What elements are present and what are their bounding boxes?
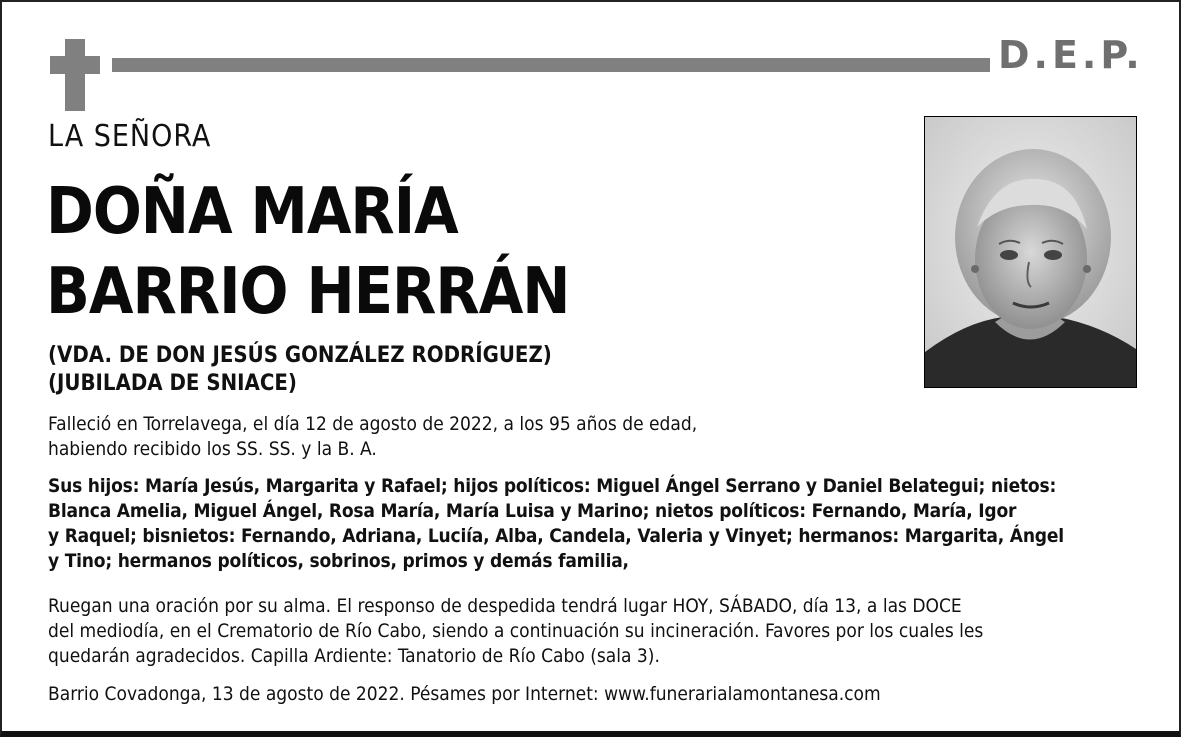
- subtitle-line: (VDA. DE DON JESÚS GONZÁLEZ RODRÍGUEZ): [48, 343, 552, 368]
- family-line: y Tino; hermanos políticos, sobrinos, primos y demás familia,: [48, 550, 629, 572]
- prayer-paragraph: [48, 594, 1138, 669]
- cross-horizontal-bar: [50, 56, 100, 74]
- death-line: habiendo recibido los SS. SS. y la B. A.: [48, 438, 377, 460]
- subtitle-line: (JUBILADA DE SNIACE): [48, 371, 297, 396]
- portrait-illustration: [925, 117, 1136, 387]
- family-line: Blanca Amelia, Miguel Ángel, Rosa María, María Luisa y Marino; nietos políticos: Fernando, María, Igor: [48, 500, 1017, 522]
- family-line: y Raquel; bisnietos: Fernando, Adriana, Luciía, Alba, Candela, Valeria y Vinyet; hermanos: Margarita, Ángel: [48, 525, 1064, 547]
- family-line: Sus hijos: María Jesús, Margarita y Rafael; hijos políticos: Miguel Ángel Serrano y Daniel Belategui; nietos:: [48, 475, 1057, 497]
- honorific: LA SEÑORA: [48, 119, 212, 154]
- death-paragraph: [48, 412, 1138, 462]
- closing-line: Barrio Covadonga, 13 de agosto de 2022. Pésames por Internet: www.funerarialamontanesa.com: [48, 683, 881, 705]
- dep-abbreviation: D.E.P.: [998, 33, 1144, 77]
- deceased-name: [46, 172, 569, 332]
- death-line: Falleció en Torrelavega, el día 12 de agosto de 2022, a los 95 años de edad,: [48, 413, 698, 435]
- portrait-photo: [924, 116, 1137, 388]
- family-paragraph: [48, 474, 1138, 574]
- cross-vertical-bar: [65, 39, 85, 111]
- prayer-line: del mediodía, en el Crematorio de Río Cabo, siendo a continuación su incineración. Favores por los cuales les: [48, 620, 984, 642]
- header-rule: [112, 58, 990, 72]
- name-line: DOÑA MARÍA: [46, 175, 458, 249]
- subtitle: [48, 342, 552, 398]
- prayer-line: Ruegan una oración por su alma. El responso de despedida tendrá lugar HOY, SÁBADO, día 13, a las DOCE: [48, 595, 962, 617]
- name-line: BARRIO HERRÁN: [46, 255, 570, 329]
- prayer-line: quedarán agradecidos. Capilla Ardiente: Tanatorio de Río Cabo (sala 3).: [48, 645, 660, 667]
